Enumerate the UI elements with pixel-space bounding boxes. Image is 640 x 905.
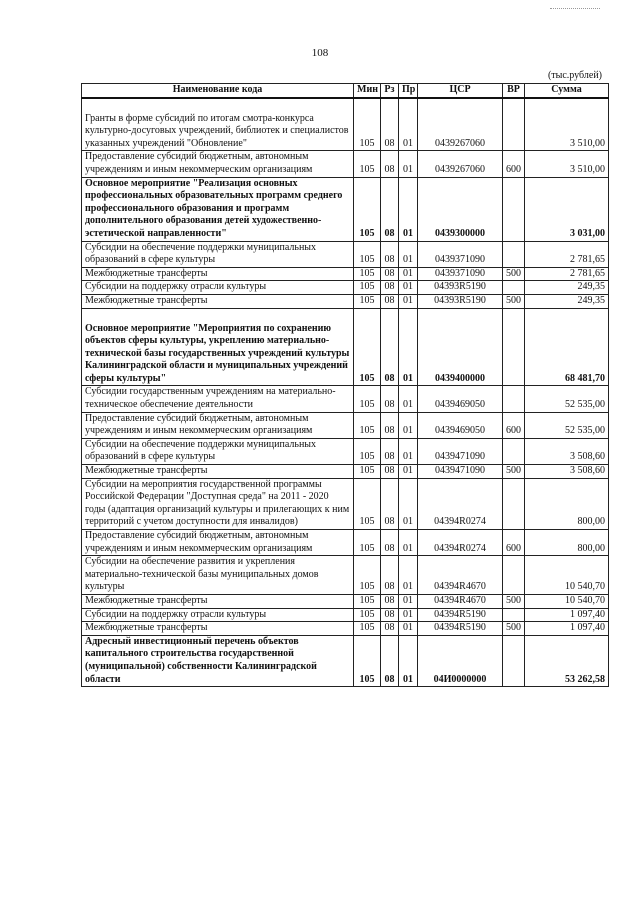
cell-sum: 53 262,58 (525, 635, 609, 686)
cell-pr: 01 (399, 478, 418, 529)
cell-sum: 52 535,00 (525, 386, 609, 412)
table-row (82, 281, 609, 295)
cell-rz: 08 (381, 267, 399, 281)
cell-csr: 04394R4670 (418, 556, 503, 595)
cell-name: Предоставление субсидий бюджетным, автономным учреждениям и иным некоммерческим организациям (82, 530, 354, 556)
cell-vr: 500 (503, 594, 525, 608)
table-row (82, 386, 609, 412)
units-label: (тыс.рублей) (547, 70, 602, 81)
cell-vr (503, 177, 525, 241)
cell-sum: 249,35 (525, 294, 609, 308)
cell-csr: 04И0000000 (418, 635, 503, 686)
cell-pr: 01 (399, 438, 418, 464)
cell-pr: 01 (399, 594, 418, 608)
cell-vr (503, 438, 525, 464)
cell-min: 105 (354, 594, 381, 608)
cell-name: Основное мероприятие "Реализация основных профессиональных образовательных программ среднего профессионального образования и программ дополнительного образования детей художественно-эстетической направленности" (82, 177, 354, 241)
table-row (82, 294, 609, 308)
budget-table (81, 83, 609, 687)
table-row (82, 608, 609, 622)
cell-rz: 08 (381, 465, 399, 479)
cell-min: 105 (354, 98, 381, 151)
cell-csr: 0439371090 (418, 241, 503, 267)
cell-vr: 500 (503, 294, 525, 308)
cell-rz: 08 (381, 177, 399, 241)
cell-min: 105 (354, 281, 381, 295)
cell-name: Субсидии на обеспечение поддержки муниципальных образований в сфере культуры (82, 438, 354, 464)
cell-name: Субсидии на обеспечение поддержки муниципальных образований в сфере культуры (82, 241, 354, 267)
table-header-row (82, 84, 609, 98)
cell-csr: 04394R5190 (418, 608, 503, 622)
col-header-name: Наименование кода (82, 84, 354, 98)
cell-name: Субсидии на мероприятия государственной программы Российской Федерации "Доступная среда" на 2011 - 2020 годы (адаптация организаций культуры и прилегающих к ним территорий с учетом доступности для инвалидов) (82, 478, 354, 529)
cell-csr: 0439267060 (418, 151, 503, 177)
cell-pr: 01 (399, 177, 418, 241)
cell-name: Адресный инвестиционный перечень объектов капитального строительства государственной (муниципальной) собственности Калининградской области (82, 635, 354, 686)
cell-name: Межбюджетные трансферты (82, 267, 354, 281)
cell-vr (503, 98, 525, 151)
cell-vr (503, 281, 525, 295)
cell-min: 105 (354, 308, 381, 386)
table-row (82, 267, 609, 281)
cell-csr: 0439267060 (418, 98, 503, 151)
cell-vr (503, 556, 525, 595)
cell-min: 105 (354, 241, 381, 267)
cell-pr: 01 (399, 530, 418, 556)
table-row (82, 478, 609, 529)
table-row (82, 98, 609, 151)
cell-csr: 0439300000 (418, 177, 503, 241)
cell-rz: 08 (381, 556, 399, 595)
cell-rz: 08 (381, 622, 399, 636)
cell-rz: 08 (381, 478, 399, 529)
cell-pr: 01 (399, 281, 418, 295)
cell-vr (503, 386, 525, 412)
cell-csr: 04393R5190 (418, 281, 503, 295)
cell-min: 105 (354, 622, 381, 636)
cell-rz: 08 (381, 635, 399, 686)
cell-name: Межбюджетные трансферты (82, 622, 354, 636)
col-header-sum: Сумма (525, 84, 609, 98)
col-header-pr: Пр (399, 84, 418, 98)
cell-pr: 01 (399, 412, 418, 438)
cell-vr: 500 (503, 465, 525, 479)
cell-sum: 3 508,60 (525, 465, 609, 479)
cell-min: 105 (354, 177, 381, 241)
cell-pr: 01 (399, 241, 418, 267)
cell-csr: 0439400000 (418, 308, 503, 386)
cell-sum: 1 097,40 (525, 622, 609, 636)
table-row (82, 530, 609, 556)
cell-sum: 10 540,70 (525, 594, 609, 608)
cell-sum: 2 781,65 (525, 241, 609, 267)
cell-pr: 01 (399, 622, 418, 636)
cell-sum: 3 508,60 (525, 438, 609, 464)
table-row (82, 241, 609, 267)
page-number: 108 (311, 47, 329, 59)
cell-min: 105 (354, 267, 381, 281)
cell-name: Основное мероприятие "Мероприятия по сохранению объектов сферы культуры, укреплению материально-технической базы государственных учреждений культуры Калининградской области и муниципальных учреждений сферы культуры" (82, 308, 354, 386)
table-row (82, 594, 609, 608)
table-row (82, 412, 609, 438)
cell-pr: 01 (399, 465, 418, 479)
cell-vr: 600 (503, 151, 525, 177)
cell-name: Предоставление субсидий бюджетным, автономным учреждениям и иным некоммерческим организациям (82, 412, 354, 438)
cell-rz: 08 (381, 151, 399, 177)
cell-sum: 3 031,00 (525, 177, 609, 241)
cell-rz: 08 (381, 412, 399, 438)
cell-min: 105 (354, 478, 381, 529)
cell-sum: 1 097,40 (525, 608, 609, 622)
cell-vr (503, 308, 525, 386)
cell-name: Субсидии государственным учреждениям на материально-техническое обеспечение деятельности (82, 386, 354, 412)
cell-name: Гранты в форме субсидий по итогам смотра-конкурса культурно-досуговых учреждений, библиотек и специалистов указанных учреждений "Обновление" (82, 98, 354, 151)
cell-name: Субсидии на поддержку отрасли культуры (82, 281, 354, 295)
cell-pr: 01 (399, 635, 418, 686)
col-header-rz: Рз (381, 84, 399, 98)
cell-min: 105 (354, 556, 381, 595)
cell-rz: 08 (381, 386, 399, 412)
cell-name: Субсидии на поддержку отрасли культуры (82, 608, 354, 622)
cell-csr: 04394R0274 (418, 530, 503, 556)
cell-csr: 04394R0274 (418, 478, 503, 529)
cell-vr (503, 241, 525, 267)
cell-pr: 01 (399, 556, 418, 595)
cell-rz: 08 (381, 530, 399, 556)
cell-sum: 249,35 (525, 281, 609, 295)
cell-sum: 3 510,00 (525, 98, 609, 151)
cell-pr: 01 (399, 267, 418, 281)
cell-min: 105 (354, 294, 381, 308)
table-body (82, 98, 609, 687)
cell-rz: 08 (381, 438, 399, 464)
cell-vr (503, 608, 525, 622)
cell-min: 105 (354, 151, 381, 177)
cell-csr: 0439471090 (418, 438, 503, 464)
cell-rz: 08 (381, 241, 399, 267)
cell-pr: 01 (399, 98, 418, 151)
cell-name: Межбюджетные трансферты (82, 594, 354, 608)
cell-sum: 800,00 (525, 478, 609, 529)
cell-name: Субсидии на обеспечение развития и укрепления материально-технической базы муниципальных домов культуры (82, 556, 354, 595)
cell-csr: 04394R5190 (418, 622, 503, 636)
cell-min: 105 (354, 530, 381, 556)
table-row (82, 622, 609, 636)
cell-rz: 08 (381, 281, 399, 295)
cell-csr: 0439371090 (418, 267, 503, 281)
cell-vr: 500 (503, 267, 525, 281)
cell-sum: 3 510,00 (525, 151, 609, 177)
cell-min: 105 (354, 412, 381, 438)
cell-vr: 600 (503, 530, 525, 556)
table-row (82, 635, 609, 686)
col-header-min: Мин (354, 84, 381, 98)
col-header-vr: ВР (503, 84, 525, 98)
cell-rz: 08 (381, 594, 399, 608)
cell-vr (503, 478, 525, 529)
cell-sum: 68 481,70 (525, 308, 609, 386)
cell-sum: 800,00 (525, 530, 609, 556)
cell-rz: 08 (381, 308, 399, 386)
table-row (82, 177, 609, 241)
cell-name: Межбюджетные трансферты (82, 465, 354, 479)
cell-csr: 0439471090 (418, 465, 503, 479)
cell-rz: 08 (381, 608, 399, 622)
cell-min: 105 (354, 465, 381, 479)
cell-pr: 01 (399, 386, 418, 412)
cell-min: 105 (354, 386, 381, 412)
table-row (82, 465, 609, 479)
cell-pr: 01 (399, 294, 418, 308)
cell-sum: 10 540,70 (525, 556, 609, 595)
cell-vr: 500 (503, 622, 525, 636)
cell-vr (503, 635, 525, 686)
cell-name: Предоставление субсидий бюджетным, автономным учреждениям и иным некоммерческим организациям (82, 151, 354, 177)
cell-csr: 04394R4670 (418, 594, 503, 608)
cell-min: 105 (354, 438, 381, 464)
table-row (82, 308, 609, 386)
cell-sum: 52 535,00 (525, 412, 609, 438)
cell-rz: 08 (381, 294, 399, 308)
cell-csr: 04393R5190 (418, 294, 503, 308)
cell-rz: 08 (381, 98, 399, 151)
table-row (82, 151, 609, 177)
cell-csr: 0439469050 (418, 412, 503, 438)
table-row (82, 438, 609, 464)
scan-mark (550, 8, 600, 9)
cell-name: Межбюджетные трансферты (82, 294, 354, 308)
cell-min: 105 (354, 635, 381, 686)
cell-min: 105 (354, 608, 381, 622)
cell-pr: 01 (399, 151, 418, 177)
cell-vr: 600 (503, 412, 525, 438)
cell-sum: 2 781,65 (525, 267, 609, 281)
cell-pr: 01 (399, 608, 418, 622)
col-header-csr: ЦСР (418, 84, 503, 98)
table-row (82, 556, 609, 595)
cell-csr: 0439469050 (418, 386, 503, 412)
cell-pr: 01 (399, 308, 418, 386)
